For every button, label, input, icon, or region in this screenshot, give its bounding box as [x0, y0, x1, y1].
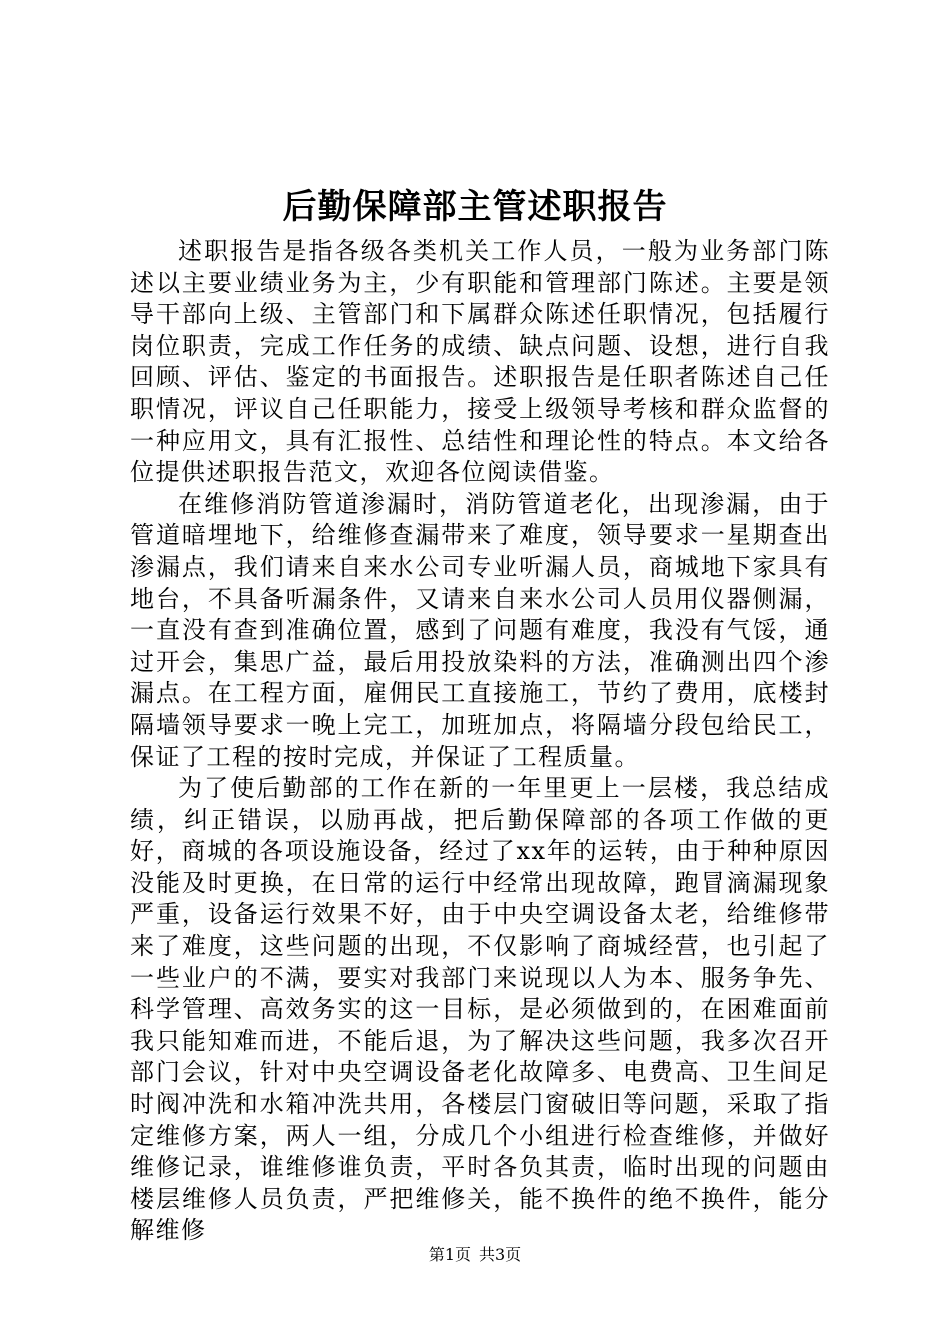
paragraph-intro: 述职报告是指各级各类机关工作人员，一般为业务部门陈述以主要业绩业务为主，少有职能和管理部门陈述。主要是领导干部向上级、主管部门和下属群众陈述任职情况，包括履行岗位职责，完成工作任务的成绩、缺点问题、设想，进行自我回顾、评估、鉴定的书面报告。述职报告是任职者陈述自己任职情况，评议自己任职能力，接受上级领导考核和群众监督的一种应用文，具有汇报性、总结性和理论性的特点。本文给各位提供述职报告范文，欢迎各位阅读借鉴。 — [130, 237, 830, 487]
document-body — [130, 236, 830, 1247]
page-number: 第1页 — [428, 1245, 471, 1264]
paragraph-fire-pipe-repair: 在维修消防管道渗漏时，消防管道老化，出现渗漏，由于管道暗埋地下，给维修查漏带来了难度，领导要求一星期查出渗漏点，我们请来自来水公司专业听漏人员，商城地下家具有地台，不具备听漏条件，又请来自来水公司人员用仪器侧漏，一直没有查到准确位置，感到了问题有难度，我没有气馁，通过开会，集思广益，最后用投放染料的方法，准确测出四个渗漏点。在工程方面，雇佣民工直接施工，节约了费用，底楼封隔墙领导要求一晚上完工，加班加点，将隔墙分段包给民工，保证了工程的按时完成，并保证了工程质量。 — [130, 489, 830, 771]
page-footer — [0, 1244, 950, 1266]
document-title: 后勤保障部主管述职报告 — [282, 187, 668, 227]
page-total: 共3页 — [479, 1245, 522, 1264]
paragraph-annual-summary: 为了使后勤部的工作在新的一年里更上一层楼，我总结成绩，纠正错误，以励再战，把后勤保障部的各项工作做的更好，商城的各项设施设备，经过了xx年的运转，由于种种原因没能及时更换，在日常的运行中经常出现故障，跑冒滴漏现象严重，设备运行效果不好，由于中央空调设备太老，给维修带来了难度，这些问题的出现，不仅影响了商城经营，也引起了一些业户的不满，要实对我部门来说现以人为本、服务争先、科学管理、高效务实的这一目标，是必须做到的，在困难面前我只能知难而进，不能后退，为了解决这些问题，我多次召开部门会议，针对中央空调设备老化故障多、电费高、卫生间足时阀冲洗和水箱冲洗共用，各楼层门窗破旧等问题，采取了指定维修方案，两人一组，分成几个小组进行检查维修，并做好维修记录，谁维修谁负责，平时各负其责，临时出现的问题由楼层维修人员负责，严把维修关，能不换件的绝不换件，能分解维修 — [130, 774, 830, 1245]
